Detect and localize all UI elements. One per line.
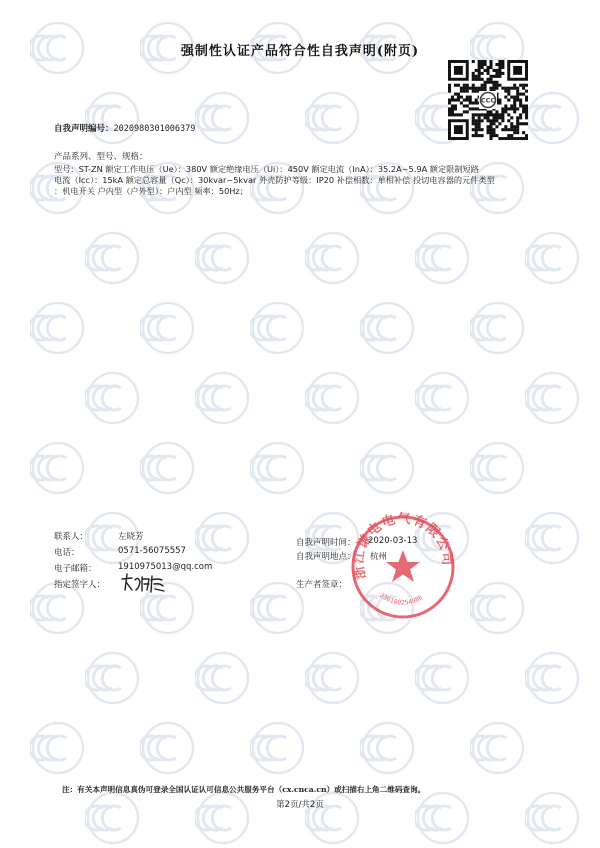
declaration-place-label: 自我声明地点： <box>296 552 356 562</box>
watermark-logo-icon <box>360 300 416 356</box>
signer-label: 指定签字人： <box>54 580 106 590</box>
watermark-logo-icon <box>470 300 526 356</box>
watermark-logo-icon <box>140 300 196 356</box>
watermark-logo-icon <box>360 440 416 496</box>
handwritten-signature <box>118 570 168 596</box>
watermark-logo-icon <box>525 650 581 706</box>
watermark-logo-icon <box>30 720 86 776</box>
page-number: 第2页/共2页 <box>276 800 324 810</box>
watermark-logo-icon <box>140 440 196 496</box>
declaration-place: 杭州 <box>370 552 388 562</box>
declaration-number: 2020980301006379 <box>113 124 196 134</box>
contact-person-label: 联系人： <box>54 532 89 542</box>
watermark-logo-icon <box>525 510 581 566</box>
watermark-logo-icon <box>30 300 86 356</box>
watermark-logo-icon <box>305 230 361 286</box>
phone-label: 电话： <box>54 548 80 558</box>
spec-line-1: 型号：ST-ZN 额定工作电压（Ue）：380V 额定绝缘电压（Ui）：450V 额定电流（InA）：35.2A~5.9A 额定限制短路 <box>54 164 479 174</box>
star-icon <box>386 550 420 582</box>
watermark-logo-icon <box>470 720 526 776</box>
watermark-logo-icon <box>85 90 141 146</box>
spec-line-3: ：机电开关 户内型（户外型）：户内型 频率：50Hz； <box>54 186 248 196</box>
watermark-logo-icon <box>195 90 251 146</box>
watermark-logo-icon <box>470 580 526 636</box>
watermark-logo-icon <box>305 90 361 146</box>
watermark-logo-icon <box>415 650 471 706</box>
watermark-logo-icon <box>85 370 141 426</box>
watermark-logo-icon <box>30 440 86 496</box>
email-label: 电子邮箱： <box>54 564 97 574</box>
watermark-logo-icon <box>85 230 141 286</box>
seal-text: 浙江谦电电气有限公司 <box>351 512 455 581</box>
ccc-logo-icon <box>479 91 497 109</box>
svg-text:CCC: CCC <box>480 96 496 105</box>
declaration-time: 2020-03-13 <box>368 536 418 546</box>
watermark-logo-icon <box>415 370 471 426</box>
watermark-logo-icon <box>250 720 306 776</box>
company-seal <box>348 512 458 622</box>
watermark-logo-icon <box>525 230 581 286</box>
watermark-logo-icon <box>305 650 361 706</box>
producer-seal-label: 生产者签章： <box>296 580 348 590</box>
watermark-logo-icon <box>195 370 251 426</box>
watermark-logo-icon <box>85 650 141 706</box>
watermark-logo-icon <box>470 440 526 496</box>
footer-note: 注：有关本声明信息真伪可登录全国认证认可信息公共服务平台（cx.cnca.cn）或扫描右上角二维码查询。 <box>62 785 426 794</box>
email-value: 1910975013@qq.com <box>118 562 213 572</box>
spec-line-2: 电流（Icc）：15kA 额定总容量（Qc）：30kvar~5kvar 外壳防护等级：IP20 补偿相数：单相补偿 投切电容器的元件类型 <box>54 175 495 185</box>
watermark-logo-icon <box>195 510 251 566</box>
product-specification <box>54 164 564 197</box>
watermark-logo-icon <box>140 720 196 776</box>
watermark-logo-icon <box>250 300 306 356</box>
contact-person: 左晓芳 <box>118 532 144 542</box>
watermark-logo-icon <box>360 720 416 776</box>
watermark-logo-icon <box>525 90 581 146</box>
watermark-logo-icon <box>525 370 581 426</box>
declaration-number-row <box>54 122 195 134</box>
watermark-logo-icon <box>195 650 251 706</box>
seal-number: 330100254986 <box>378 591 425 607</box>
document-title: 强制性认证产品符合性自我声明(附页) <box>180 44 420 59</box>
watermark-logo-icon <box>250 440 306 496</box>
phone-value: 0571-56075557 <box>118 546 186 556</box>
watermark-logo-icon <box>195 230 251 286</box>
watermark-logo-icon <box>305 370 361 426</box>
declaration-time-label: 自我声明时间： <box>296 538 356 548</box>
svg-text:330100254986 <box>378 591 424 607</box>
declaration-number-label: 自我声明编号： <box>54 124 114 134</box>
qr-code <box>448 60 528 140</box>
product-series-label: 产品系列、型号、规格： <box>54 152 148 162</box>
watermark-logo-icon <box>415 230 471 286</box>
